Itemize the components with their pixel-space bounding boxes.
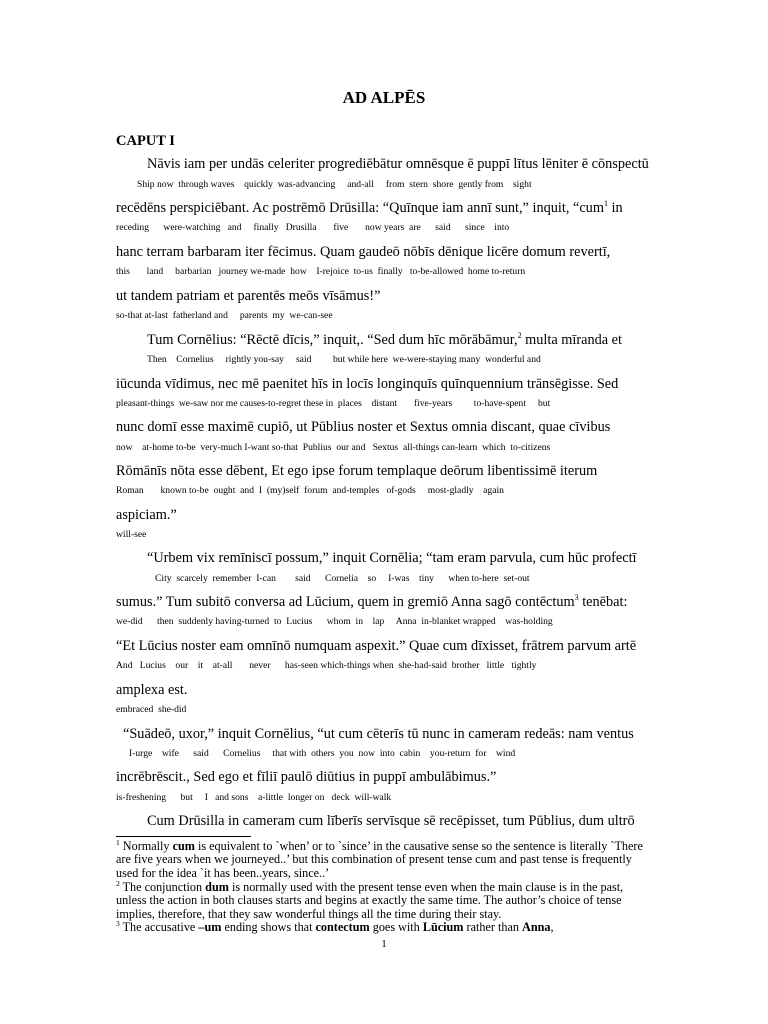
chapter-heading: CAPUT I: [116, 133, 175, 149]
gloss-line: I-urge wife said Cornelius that with others you now into cabin you-return for wind: [129, 748, 516, 759]
gloss-line: will-see: [116, 529, 147, 540]
footnote-ref[interactable]: 1: [603, 199, 608, 209]
footnote-3: $^3$ The accusative –um ending shows that contectum goes with Lūcium rather than Anna,: [116, 918, 554, 934]
latin-line: amplexa est.: [116, 682, 188, 698]
footnote-ref[interactable]: 2: [517, 331, 522, 341]
gloss-line: City scarcely remember I-can said Cornelia so I-was tiny when to-here set-out: [155, 573, 530, 584]
latin-line: ut tandem patriam et parentēs meōs vīsāmus!”: [116, 288, 381, 304]
latin-line: “Et Lūcius noster eam omnīnō numquam aspexit.” Quae cum dīxisset, frātrem parvum artē: [116, 638, 637, 654]
footnote-ref[interactable]: 3: [574, 593, 579, 603]
gloss-line: And Lucius our it at-all never has-seen which-things when she-had-said brother little tightly: [116, 660, 537, 671]
latin-line: recēdēns perspiciēbant. Ac postrēmō Drūsilla: “Quīnque iam annī sunt,” inquit, “cum$^1$ in: [116, 199, 623, 216]
gloss-line: so-that at-last fatherland and parents my we-can-see: [116, 310, 333, 321]
latin-line: sumus.” Tum subitō conversa ad Lūcium, quem in gremiō Anna sagō contēctum$^3$ tenēbat:: [116, 593, 628, 610]
latin-line: nunc domī esse maximē cupiō, ut Pūblius noster et Sextus omnia discant, quae cīvibus: [116, 419, 611, 435]
latin-line: Rōmānīs nōta esse dēbent, Et ego ipse forum templaque deōrum libentissimē iterum: [116, 463, 598, 479]
latin-line: iūcunda vīdimus, nec mē paenitet hīs in locīs longinquīs quīnquennium trānsēgisse. Sed: [116, 376, 619, 392]
latin-line: hanc terram barbaram iter fēcimus. Quam gaudeō nōbīs dēnique licēre domum revertī,: [116, 244, 611, 260]
latin-line: Tum Cornēlius: “Rēctē dīcis,” inquit,. “Sed dum hīc mōrābāmur,$^2$ multa mīranda et: [147, 331, 623, 348]
latin-line: aspiciam.”: [116, 507, 177, 523]
footnote-1: $^1$ Normally cum is equivalent to `when’ or to `since’ in the causative sense so the sentence is literally `There are five years when we journeyed..’ but this combination of present tense cum and past tense is frequently used for the idea `it has been..years, since..’: [116, 837, 643, 880]
footnote-2: $^2$ The conjunction dum is normally used with the present tense even when the main clause is in the past, unless the action in both clauses starts and begins at exactly the same time. The author’s choice of tense implies, therefore, that they saw wonderful things all the time during their stay.: [116, 878, 624, 921]
footnote-separator: [116, 836, 251, 837]
gloss-line: Then Cornelius rightly you-say said but while here we-were-staying many wonderful and: [147, 354, 541, 365]
gloss-line: we-did then suddenly having-turned to Lucius whom in lap Anna in-blanket wrapped was-holding: [116, 616, 553, 627]
gloss-line: is-freshening but I and sons a-little longer on deck will-walk: [116, 792, 392, 803]
gloss-line: Ship now through waves quickly was-advancing and-all from stern shore gently from sight: [137, 179, 532, 190]
document-title: AD ALPĒS: [342, 88, 426, 107]
latin-line: “Suādeō, uxor,” inquit Cornēlius, “ut cum cēterīs tū nunc in cameram redeās: nam ventus: [123, 726, 634, 742]
latin-line: “Urbem vix remīniscī possum,” inquit Cornēlia; “tam eram parvula, cum hūc profectī: [147, 550, 637, 566]
latin-line: Cum Drūsilla in cameram cum līberīs servīsque sē recēpisset, tum Pūblius, dum ultrō: [147, 813, 635, 829]
latin-line: Nāvis iam per undās celeriter progrediēbātur omnēsque ē puppī lītus lēniter ē cōnspectū: [147, 156, 649, 172]
page-number: 1: [381, 938, 387, 950]
gloss-line: embraced she-did: [116, 704, 187, 715]
gloss-line: now at-home to-be very-much I-want so-that Publius our and Sextus all-things can-learn which to-citizens: [116, 442, 551, 453]
gloss-line: this land barbarian journey we-made how I-rejoice to-us finally to-be-allowed home to-return: [116, 266, 526, 277]
gloss-line: pleasant-things we-saw nor me causes-to-regret these in places distant five-years to-have-spent but: [116, 398, 551, 409]
gloss-line: Roman known to-be ought and I (my)self forum and-temples of-gods most-gladly again: [116, 485, 504, 496]
latin-line: incrēbrēscit., Sed ego et fīliī paulō diūtius in puppī ambulābimus.”: [116, 769, 497, 785]
gloss-line: receding were-watching and finally Drusilla five now years are said since into: [116, 222, 510, 233]
